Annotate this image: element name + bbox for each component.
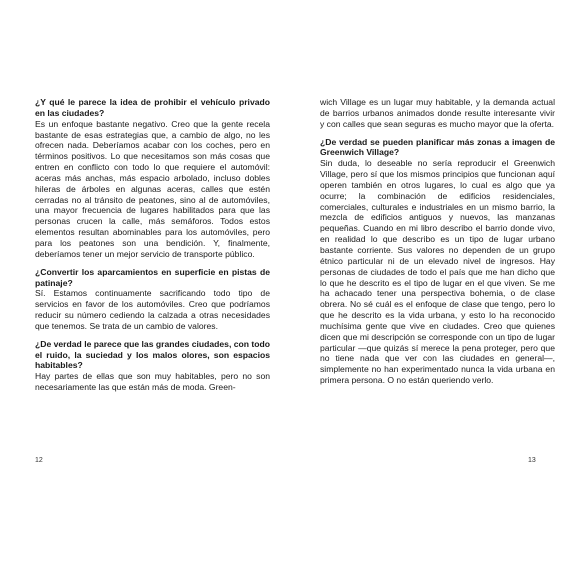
left-text-column (35, 97, 270, 400)
question-3: ¿De verdad le parece que las grandes ciudades, con todo el ruido, la suciedad y los malos olores, son espacios habitables? (35, 338, 270, 371)
answer-3: Hay partes de ellas que son muy habitables, pero no son necesariamente las que están más de moda. Green- (35, 371, 270, 393)
question-2: ¿Convertir los aparcamientos en superficie en pistas de patinaje? (35, 266, 270, 288)
question-4: ¿De verdad se pueden planificar más zonas a imagen de Greenwich Village? (320, 136, 555, 158)
answer-1: Es un enfoque bastante negativo. Creo que la gente recela bastante de esas estrategias que, a cambio de algo, no les ofrecen nada. Deberíamos acabar con los coches, pero en términos positivos. Lo que necesitamos son más cosas que entren en conflicto con todo lo que requiere el automóvil: aceras más anchas, más espacio arbolado, incluso dobles hileras de árboles en algunas aceras, calles que estén cerradas no al tránsito de peatones, sino al de automóviles, una mayor frecuencia de lugares habilitados para que las personas crucen la calle, más semáforos. Todos estos elementos resultan abominables para los automóviles, pero para los peatones son una bendición. Y, finalmente, deberíamos tener un mejor servicio de transporte público. (35, 118, 270, 259)
answer-4: Sin duda, lo deseable no sería reproducir el Greenwich Village, pero sí que los mismos principios que funcionan aquí operen también en otros lugares, lo cual es algo que ya ocurre; la combinación de edificios residenciales, comerciales, culturales e industriales en un mismo barrio, la mezcla de edificios antiguos y nuevos, las manzanas pequeñas. Cuando en mi libro describo el barrio donde vivo, en realidad lo que describo es un tipo de lugar urbano bastante corriente. Sus valores no dependen de un grupo étnico particular ni de un elevado nivel de ingresos. Hay personas de ciudades de todo el país que me han dicho que lo que he descrito es el tipo de lugar en el que viven. Se me ha achacado tener una perspectiva bohemia, o de clase obrera. No sé cuál es el enfoque de clase que tengo, pero lo que he descrito es la vida urbana, y esto lo ha reconocido muchísima gente que vive en ciudades. Creo que quienes dicen que mi descripción se corresponde con un tipo de lugar particular —que quizás sí merece la pena proteger, pero que no tiene nada que ver con las ciudades en general—, simplemente no han experimentado nunca la vida urbana en primera persona. O no están queriendo verlo. (320, 158, 555, 386)
right-text-column (320, 97, 555, 393)
page-number-left: 12 (35, 457, 43, 464)
page-number-right: 13 (528, 457, 536, 464)
right-page (285, 0, 570, 570)
answer-2: Sí. Estamos continuamente sacrificando todo tipo de servicios en favor de los automóviles. Creo que podríamos reducir su número cediendo la calzada a otras necesidades que tenemos. Se trata de un cambio de valores. (35, 288, 270, 331)
continued-answer: wich Village es un lugar muy habitable, y la demanda actual de barrios urbanos animados donde resulte interesante vivir y con calles que sean seguras es mucho mayor que la oferta. (320, 97, 555, 129)
question-1: ¿Y qué le parece la idea de prohibir el vehículo privado en las ciudades? (35, 97, 270, 118)
